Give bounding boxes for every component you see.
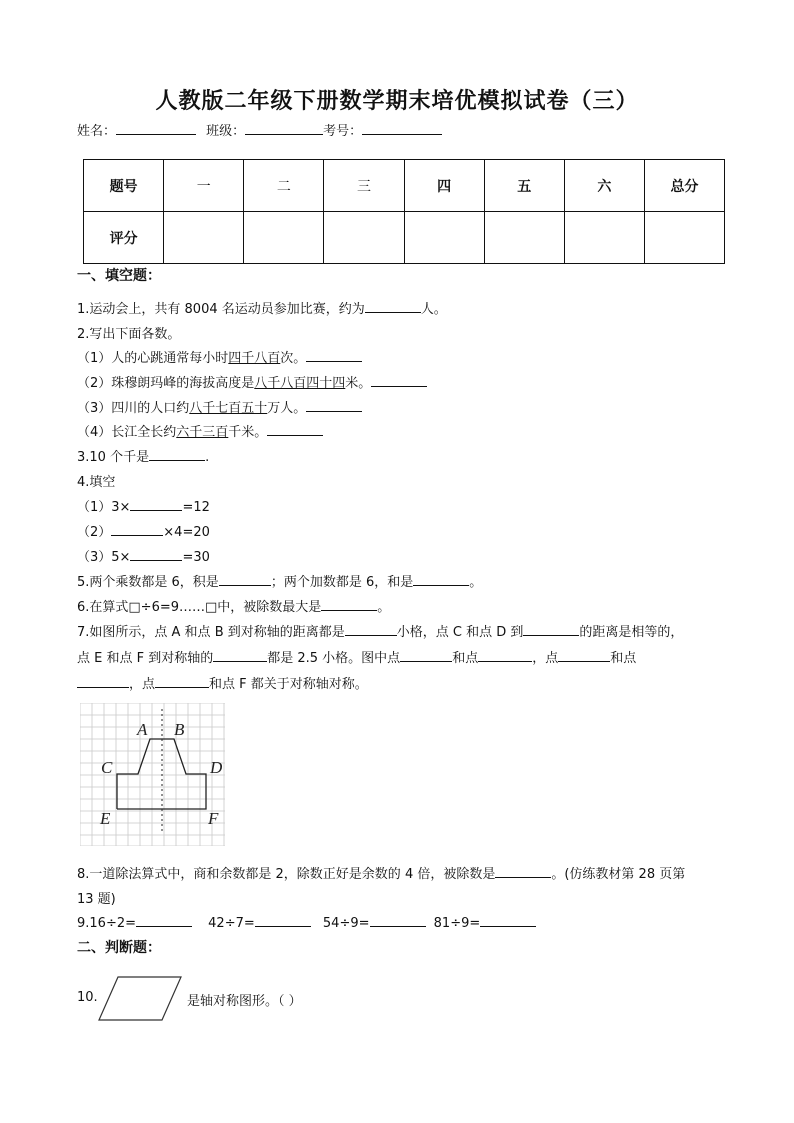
q7-text: 和点 F 都关于对称轴对称。	[209, 677, 368, 692]
student-info	[77, 120, 442, 139]
score-header-cell: 五	[484, 160, 564, 212]
q7-blank-1[interactable]	[345, 623, 397, 636]
point-label-d: D	[210, 758, 223, 777]
score-cell[interactable]	[164, 212, 244, 264]
question-1	[77, 298, 447, 317]
q2-2-text: （2）珠穆朗玛峰的海拔高度是	[77, 376, 255, 391]
q6-blank[interactable]	[321, 598, 377, 611]
q6-text: 6.在算式□÷6=9……□中，被除数最大是	[77, 600, 322, 615]
question-7-line-1	[77, 621, 683, 640]
score-table-score-row	[84, 212, 725, 264]
q3-text: 3.10 个千是	[77, 450, 150, 465]
score-cell[interactable]	[324, 212, 404, 264]
q2-2-blank[interactable]	[371, 374, 427, 387]
q7-blank-5[interactable]	[478, 649, 532, 662]
q3-blank[interactable]	[149, 448, 205, 461]
q2-3-underlined: 八千七百五十	[189, 401, 268, 416]
q4-3-text-end: =30	[182, 550, 210, 565]
q9-expr-4: 81÷9=	[433, 916, 481, 931]
question-5	[77, 571, 482, 590]
score-cell[interactable]	[564, 212, 644, 264]
q9-blank-4[interactable]	[480, 914, 536, 927]
q7-text: ，点	[532, 651, 559, 666]
question-4-3	[77, 546, 210, 565]
q9-expr-1: 9.16÷2=	[77, 916, 137, 931]
score-header-cell: 一	[164, 160, 244, 212]
q4-2-text-end: ×4=20	[163, 525, 210, 540]
q2-4-blank[interactable]	[267, 423, 323, 436]
q9-expr-2: 42÷7=	[208, 916, 255, 931]
point-label-f: F	[208, 809, 219, 828]
score-table-header-row	[84, 160, 725, 212]
score-header-cell: 三	[324, 160, 404, 212]
question-10-number: 10.	[77, 990, 98, 1005]
exam-no-label: 考号：	[323, 124, 363, 139]
q4-2-text: （2）	[77, 525, 112, 540]
question-9	[77, 914, 536, 931]
q5-blank-2[interactable]	[413, 573, 469, 586]
q9-blank-2[interactable]	[255, 914, 311, 927]
question-10-text: 是轴对称图形。（ ）	[187, 994, 302, 1009]
score-header-cell: 题号	[84, 160, 164, 212]
score-header-cell: 六	[564, 160, 644, 212]
q7-blank-7[interactable]	[77, 675, 129, 688]
question-2-4	[77, 421, 323, 440]
q2-2-underlined: 八千八百四十四	[254, 376, 346, 391]
q7-text: 和点	[452, 651, 479, 666]
point-label-c: C	[101, 758, 113, 777]
q5-text-end: 。	[469, 575, 483, 590]
question-4-2	[77, 521, 210, 540]
question-2-2	[77, 372, 427, 391]
q1-text-end: 人。	[420, 302, 447, 317]
point-label-a: A	[137, 720, 148, 739]
q3-text-end: .	[205, 450, 210, 465]
point-label-b: B	[174, 720, 185, 739]
question-7-line-2	[77, 647, 636, 666]
question-4-1	[77, 496, 210, 515]
q7-blank-3[interactable]	[213, 649, 267, 662]
q8-text-end: 。(仿练教材第 28 页第	[551, 867, 686, 882]
q1-text: 1.运动会上，共有 8004 名运动员参加比赛，约为	[77, 302, 365, 317]
q4-3-text: （3）5×	[77, 550, 131, 565]
q7-text: 都是 2.5 小格。图中点	[267, 651, 401, 666]
question-7-line-3	[77, 673, 368, 692]
question-8-line-1	[77, 863, 685, 882]
q2-1-text-end: 次。	[280, 351, 307, 366]
class-label: 班级：	[206, 124, 246, 139]
question-2-1	[77, 347, 362, 366]
question-4: 4.填空	[77, 475, 116, 490]
q2-3-text-end: 万人。	[267, 401, 307, 416]
q8-blank[interactable]	[495, 865, 551, 878]
score-header-cell: 二	[244, 160, 324, 212]
name-label: 姓名：	[77, 124, 117, 139]
q2-3-blank[interactable]	[306, 399, 362, 412]
q4-1-blank[interactable]	[130, 498, 182, 511]
question-6	[77, 596, 390, 615]
section-fill-blank-heading: 一、填空题：	[77, 268, 161, 284]
exam-no-blank[interactable]	[362, 122, 442, 135]
q2-4-text: （4）长江全长约	[77, 425, 177, 440]
q2-1-underlined: 四千八百	[228, 351, 281, 366]
q5-blank-1[interactable]	[219, 573, 271, 586]
q4-3-blank[interactable]	[130, 548, 182, 561]
section-judgement-heading: 二、判断题：	[77, 940, 161, 956]
q2-3-text: （3）四川的人口约	[77, 401, 190, 416]
score-row-label: 评分	[84, 212, 164, 264]
q2-1-text: （1）人的心跳通常每小时	[77, 351, 229, 366]
score-cell[interactable]	[244, 212, 324, 264]
q7-blank-2[interactable]	[523, 623, 579, 636]
q7-blank-4[interactable]	[400, 649, 452, 662]
q7-blank-8[interactable]	[155, 675, 209, 688]
q7-text: 点 E 和点 F 到对称轴的	[77, 651, 214, 666]
q6-text-end: 。	[377, 600, 391, 615]
class-blank[interactable]	[245, 122, 323, 135]
q7-text: 小格，点 C 和点 D 到	[396, 625, 524, 640]
page-title: 人教版二年级下册数学期末培优模拟试卷（三）	[155, 89, 639, 114]
q7-text: 和点	[610, 651, 637, 666]
q7-text: 7.如图所示，点 A 和点 B 到对称轴的距离都是	[77, 625, 345, 640]
q8-text: 8.一道除法算式中，商和余数都是 2，除数正好是余数的 4 倍，被除数是	[77, 867, 496, 882]
parallelogram-figure	[98, 976, 182, 1021]
question-8-line-2: 13 题)	[77, 892, 116, 907]
question-2-3	[77, 397, 362, 416]
score-cell[interactable]	[404, 212, 484, 264]
name-blank[interactable]	[116, 122, 196, 135]
q5-text-mid: ；两个加数都是 6，和是	[270, 575, 414, 590]
score-header-cell: 四	[404, 160, 484, 212]
symmetry-grid-svg	[80, 703, 225, 846]
score-header-cell: 总分	[644, 160, 724, 212]
q4-1-text-end: =12	[182, 500, 210, 515]
score-cell[interactable]	[484, 212, 564, 264]
score-table	[83, 159, 725, 264]
q2-4-text-end: 千米。	[228, 425, 268, 440]
q7-blank-6[interactable]	[558, 649, 610, 662]
q1-blank[interactable]	[365, 300, 421, 313]
question-2: 2.写出下面各数。	[77, 327, 181, 342]
q5-text: 5.两个乘数都是 6，积是	[77, 575, 219, 590]
q7-text: ，点	[129, 677, 156, 692]
q9-blank-3[interactable]	[370, 914, 426, 927]
q4-1-text: （1）3×	[77, 500, 131, 515]
score-cell[interactable]	[644, 212, 724, 264]
symmetry-figure	[80, 703, 225, 846]
q7-text: 的距离是相等的，	[579, 625, 684, 640]
q2-4-underlined: 六千三百	[176, 425, 229, 440]
q2-2-text-end: 米。	[345, 376, 372, 391]
question-3	[77, 446, 209, 465]
q2-1-blank[interactable]	[306, 349, 362, 362]
q4-2-blank[interactable]	[111, 523, 163, 536]
q9-blank-1[interactable]	[136, 914, 192, 927]
q9-expr-3: 54÷9=	[322, 916, 370, 931]
point-label-e: E	[100, 809, 111, 828]
